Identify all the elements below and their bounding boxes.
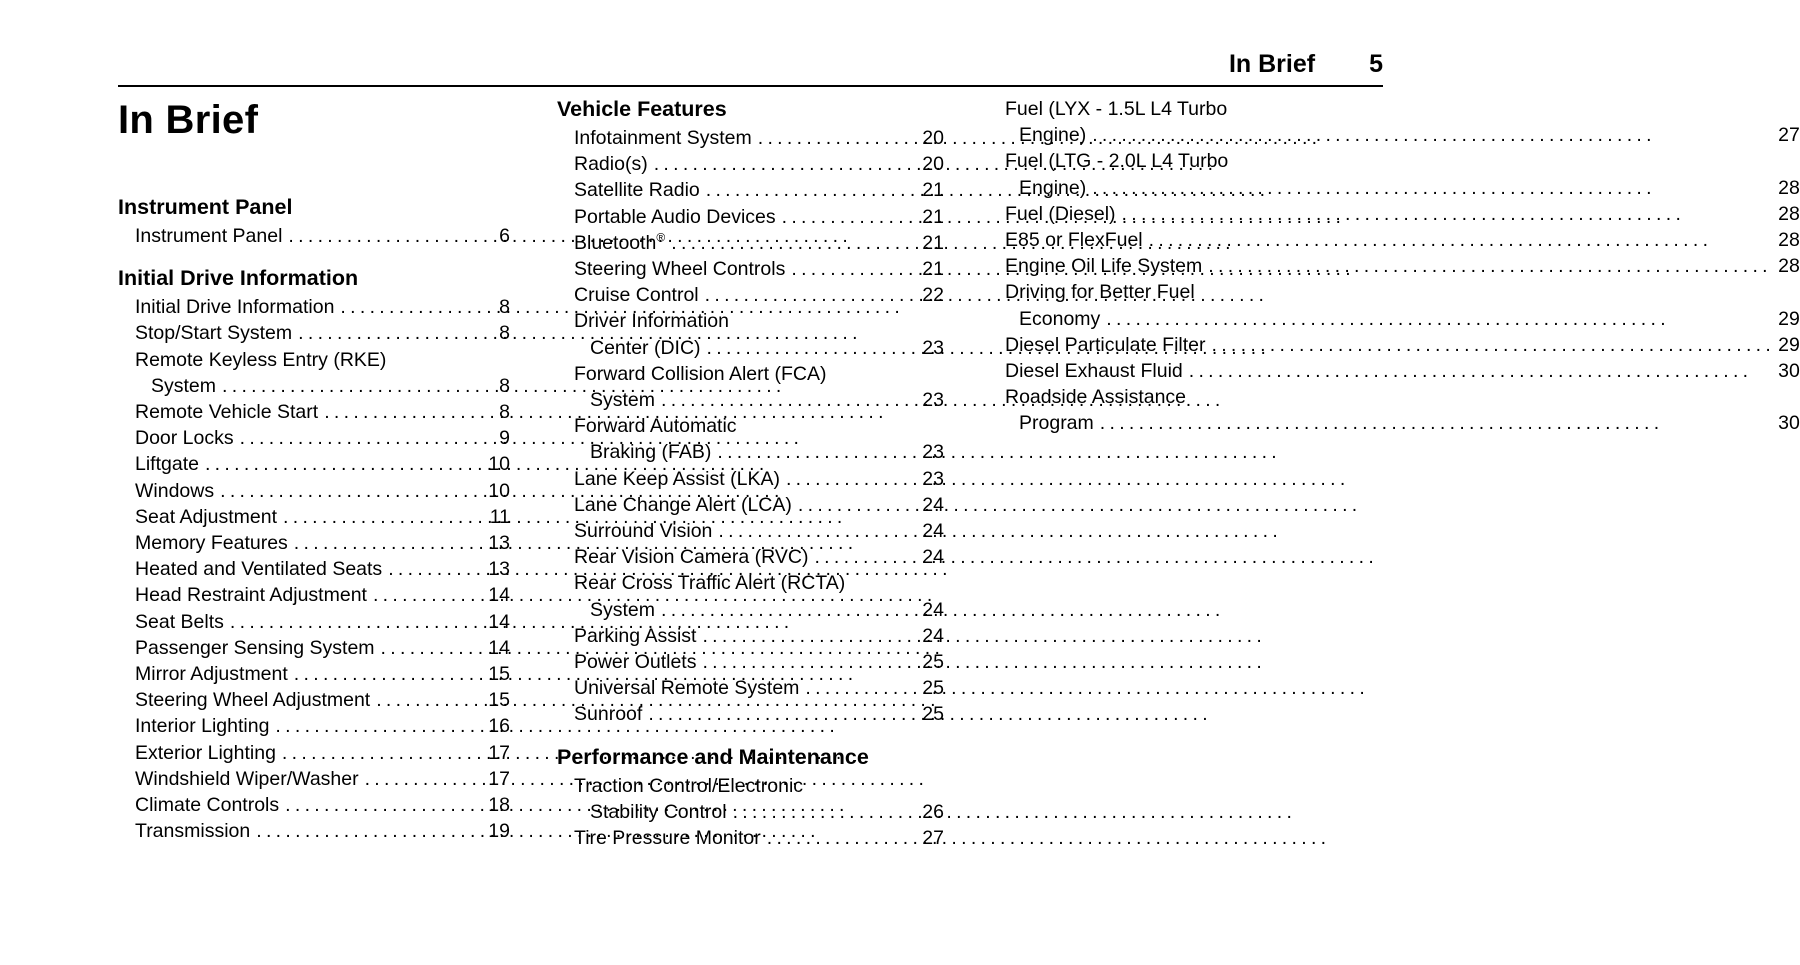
toc-entry (118, 399, 510, 425)
dot-leader (702, 649, 919, 675)
dot-leader (1106, 306, 1775, 332)
toc-page-number: 15 (488, 689, 510, 712)
dot-leader (707, 335, 920, 361)
toc-entry (557, 204, 944, 230)
toc-entry-line (118, 294, 510, 320)
toc-entry-label: Braking (FAB) (590, 441, 712, 464)
toc-entry (557, 675, 944, 701)
dot-leader (805, 675, 919, 701)
toc-entry-line (118, 818, 510, 844)
toc-page-number: 23 (922, 467, 944, 490)
toc-entry (557, 466, 944, 492)
header-rule (118, 85, 1383, 87)
toc-entry-label: Steering Wheel Controls (574, 258, 786, 281)
toc-page-number: 14 (488, 584, 510, 607)
toc-entry-label: Driving for Better Fuel (1005, 281, 1195, 304)
dot-leader (256, 818, 485, 844)
dot-leader (786, 466, 919, 492)
toc-entry-label: Program (1019, 412, 1094, 435)
toc-page-number: 6 (499, 225, 510, 247)
toc-entry-label: System (590, 389, 656, 412)
dot-leader (388, 556, 485, 582)
toc-entry (118, 818, 510, 844)
toc-entry-label: Forward Automatic (574, 415, 737, 438)
toc-entry-label: System (151, 374, 217, 397)
toc-page-number: 24 (922, 546, 944, 569)
toc-page-number: 20 (922, 127, 944, 149)
dot-leader (705, 282, 920, 308)
dot-leader (1211, 332, 1775, 358)
toc-entry-line (1005, 148, 1800, 174)
toc-page-number: 19 (488, 820, 510, 843)
toc-entry-label: Transmission (135, 820, 251, 843)
toc-entry (118, 504, 510, 530)
toc-entry-line (557, 825, 944, 851)
toc-entry-label: Satellite Radio (574, 179, 700, 202)
toc-entry-line (118, 792, 510, 818)
toc-entry-label: Forward Collision Alert (FCA) (574, 362, 827, 385)
toc-entry-line (1005, 306, 1800, 332)
toc-page-number: 26 (922, 800, 944, 823)
toc-entry-line (118, 478, 510, 504)
toc-section (118, 194, 510, 249)
toc-entry-line (557, 413, 944, 439)
toc-column-3 (968, 96, 1800, 904)
toc-entry (557, 308, 944, 360)
dot-leader (782, 204, 920, 230)
dot-leader (661, 597, 919, 623)
dot-leader (1122, 201, 1776, 227)
toc-entry-line (557, 518, 944, 544)
toc-entry-line (1005, 332, 1800, 358)
section-heading: Initial Drive Information (118, 266, 359, 291)
dot-leader (1149, 227, 1775, 253)
toc-entry-label: Center (DIC) (590, 336, 701, 359)
toc-page-number: 24 (922, 598, 944, 621)
toc-entry-line (557, 361, 944, 387)
toc-page-number: 28 (1778, 202, 1800, 225)
dot-leader (340, 294, 496, 320)
toc-entry (557, 623, 944, 649)
toc-section (118, 265, 510, 844)
toc-entry-line (1005, 122, 1800, 148)
toc-entry-line (557, 466, 944, 492)
toc-entry (118, 792, 510, 818)
toc-entry-label: E85 or FlexFuel (1005, 229, 1143, 252)
toc-entry (557, 701, 944, 727)
toc-entry-line (118, 740, 510, 766)
toc-entry (118, 478, 510, 504)
toc-entry-label: Fuel (LTG - 2.0L L4 Turbo (1005, 150, 1229, 173)
toc-entry (118, 347, 510, 399)
dot-leader (240, 425, 497, 451)
toc-entry-label: Traction Control/Electronic (574, 774, 804, 797)
toc-page-number: 25 (922, 651, 944, 674)
toc-entry-line (557, 649, 944, 675)
toc-entry-line (557, 544, 944, 570)
dot-leader (1189, 358, 1775, 384)
toc-page-number: 24 (922, 520, 944, 543)
toc-entry-line (557, 282, 944, 308)
dot-leader (702, 623, 919, 649)
dot-leader (798, 492, 919, 518)
toc-page-number: 21 (922, 231, 944, 254)
toc-page-number: 25 (922, 677, 944, 700)
toc-entry (118, 582, 510, 608)
toc-entry (118, 609, 510, 635)
dot-leader (648, 701, 919, 727)
toc-entry (557, 649, 944, 675)
toc-entry-line (557, 256, 944, 282)
toc-page-number: 29 (1778, 333, 1800, 356)
header-page-number: 5 (1369, 50, 1383, 78)
toc-page-number: 10 (488, 453, 510, 476)
toc-entry (557, 230, 944, 256)
toc-entry-label: Engine Oil Life System (1005, 255, 1203, 278)
toc-entry-label: Diesel Particulate Filter (1005, 333, 1206, 356)
dot-leader (1100, 410, 1775, 436)
dot-leader (718, 518, 919, 544)
toc-entry-line (118, 635, 510, 661)
toc-entry (557, 773, 944, 825)
toc-entry-line (118, 425, 510, 451)
toc-entry (118, 713, 510, 739)
dot-leader (285, 792, 485, 818)
toc-entry (1005, 148, 1800, 200)
toc-entry-label: System (590, 598, 656, 621)
toc-entry-line (1005, 384, 1800, 410)
toc-entry (557, 177, 944, 203)
toc-page-number: 18 (488, 794, 510, 817)
toc-entry-line (1005, 358, 1800, 384)
toc-page-number: 28 (1778, 176, 1800, 199)
toc-page-number: 21 (922, 179, 944, 202)
toc-entry-label: Fuel (LYX - 1.5L L4 Turbo (1005, 98, 1228, 120)
toc-entry-line (557, 335, 944, 361)
toc-entry-label: Head Restraint Adjustment (135, 584, 367, 607)
toc-section (557, 744, 944, 852)
toc-entry-label: Rear Vision Camera (RVC) (574, 546, 809, 569)
toc-entry (118, 425, 510, 451)
toc-column-1 (118, 96, 532, 904)
page-title: In Brief (118, 98, 259, 142)
dot-leader (654, 151, 920, 177)
toc-entry-line (118, 504, 510, 530)
toc-entry-line (118, 609, 510, 635)
toc-entry-label: Steering Wheel Adjustment (135, 689, 371, 712)
toc-entry-label: Remote Keyless Entry (RKE) (135, 348, 387, 371)
toc-entry (118, 740, 510, 766)
toc-page-number: 28 (1778, 229, 1800, 252)
toc-entry-label: Economy (1019, 307, 1101, 330)
toc-entry-line (118, 766, 510, 792)
toc-entry-label: Diesel Exhaust Fluid (1005, 360, 1183, 383)
dot-leader (205, 451, 485, 477)
toc-entry (118, 294, 510, 320)
toc-entry (1005, 358, 1800, 384)
toc-entry-line (557, 177, 944, 203)
toc-entry-label: Stop/Start System (135, 322, 293, 345)
toc-entry-label: Bluetooth® (574, 230, 666, 254)
toc-entry-label: Lane Change Alert (LCA) (574, 493, 792, 516)
toc-entry-label: Liftgate (135, 453, 199, 476)
toc-page-number: 21 (922, 205, 944, 228)
toc-page-number: 25 (922, 703, 944, 726)
header-section-title: In Brief (1228, 50, 1316, 78)
dot-leader (381, 635, 486, 661)
toc-entry-label: Passenger Sensing System (135, 636, 375, 659)
toc-entry-label: Lane Keep Assist (LKA) (574, 467, 780, 490)
toc-page-number: 23 (922, 389, 944, 412)
toc-entry-line (1005, 279, 1800, 305)
section-heading: Vehicle Features (557, 97, 727, 121)
toc-entry-line (1005, 410, 1800, 436)
toc-page-number: 10 (488, 479, 510, 502)
toc-entry (118, 635, 510, 661)
toc-section (557, 96, 944, 728)
toc-entry-label: Fuel (Diesel) (1005, 202, 1116, 225)
toc-entry-label: Driver Information (574, 310, 729, 333)
toc-entry-line (557, 492, 944, 518)
toc-entry (557, 282, 944, 308)
toc-entry-line (557, 701, 944, 727)
dot-leader (282, 740, 485, 766)
dot-leader (220, 478, 485, 504)
toc-entry-line (118, 320, 510, 346)
toc-entry-line (1005, 227, 1800, 253)
toc-page-number: 22 (922, 284, 944, 307)
toc-column-2 (532, 96, 968, 904)
dot-leader (791, 256, 919, 282)
toc-entry-line (557, 597, 944, 623)
toc-entry (118, 661, 510, 687)
toc-page-number: 14 (488, 610, 510, 633)
toc-page-number: 27 (1778, 124, 1800, 147)
toc-entry (118, 766, 510, 792)
toc-entry-line (118, 556, 510, 582)
toc-page-number: 16 (488, 715, 510, 738)
dot-leader (717, 439, 919, 465)
toc-entry-label: Windshield Wiper/Washer (135, 767, 359, 790)
toc-page-number: 11 (489, 505, 510, 528)
toc-entry (1005, 253, 1800, 279)
toc-entry-line (557, 623, 944, 649)
toc-entry (1005, 279, 1800, 331)
toc-entry-label: Universal Remote System (574, 677, 800, 700)
toc-entry-line (118, 399, 510, 425)
dot-leader (706, 177, 920, 203)
toc-entry-line (1005, 253, 1800, 279)
toc-entry-label: Rear Cross Traffic Alert (RCTA) (574, 572, 846, 595)
toc-entry-label: Power Outlets (574, 651, 697, 674)
toc-entry-line (118, 582, 510, 608)
toc-page-number: 8 (499, 401, 510, 424)
toc-entry-line (557, 308, 944, 334)
toc-entry-line (118, 373, 510, 399)
dot-leader (324, 399, 496, 425)
toc-page-number: 9 (499, 427, 510, 450)
toc-entry-label: Mirror Adjustment (135, 663, 288, 686)
dot-leader (294, 530, 486, 556)
dot-leader (814, 544, 919, 570)
dot-leader (1092, 175, 1775, 201)
toc-page-number: 14 (488, 636, 510, 659)
section-heading: Instrument Panel (118, 195, 293, 219)
toc-section (1005, 96, 1800, 437)
toc-entry-label: Instrument Panel (135, 225, 283, 247)
toc-entry-label: Surround Vision (574, 520, 713, 543)
toc-page-number: 13 (488, 558, 510, 581)
toc-entry (557, 151, 944, 177)
toc-entry-line (118, 713, 510, 739)
dot-leader (288, 223, 496, 249)
toc-entry (557, 361, 944, 413)
toc-entry (557, 825, 944, 851)
toc-page-number: 17 (488, 741, 510, 764)
toc-entry (118, 687, 510, 713)
toc-page-number: 17 (488, 767, 510, 790)
dot-leader (373, 582, 485, 608)
toc-entry-line (557, 570, 944, 596)
toc-page-number: 8 (499, 296, 510, 319)
toc-entry-label: Roadside Assistance (1005, 386, 1187, 409)
toc-entry (118, 556, 510, 582)
dot-leader (283, 504, 487, 530)
toc-entry-line (1005, 175, 1800, 201)
toc-page-number: 20 (922, 153, 944, 176)
toc-entry-label: Cruise Control (574, 284, 699, 307)
toc-entry (1005, 384, 1800, 436)
toc-entry (557, 544, 944, 570)
toc-page-number: 24 (922, 493, 944, 516)
toc-entry-line (557, 151, 944, 177)
toc-entry-label: Climate Controls (135, 794, 280, 817)
toc-entry-label: Seat Belts (135, 610, 224, 633)
toc-page-number: 30 (1778, 360, 1800, 383)
toc-page-number: 8 (499, 322, 510, 345)
toc-page-number: 8 (499, 374, 510, 397)
dot-leader (294, 661, 486, 687)
toc-entry-label: Memory Features (135, 532, 288, 555)
dot-leader (767, 825, 920, 851)
toc-entry (557, 518, 944, 544)
toc-page-number: 29 (1778, 307, 1800, 330)
page-header (118, 50, 1383, 79)
toc-entry (1005, 201, 1800, 227)
toc-page-number: 23 (922, 441, 944, 464)
toc-entry-line (557, 799, 944, 825)
toc-entry-label: Engine) (1019, 176, 1087, 199)
dot-leader (230, 609, 485, 635)
toc-entry-label: Windows (135, 479, 215, 502)
toc-page-number: 21 (922, 258, 944, 281)
toc-entry-label: Parking Assist (574, 624, 697, 647)
toc-entry (1005, 96, 1800, 148)
toc-entry-line (557, 439, 944, 465)
toc-entry (1005, 227, 1800, 253)
toc-entry (557, 125, 944, 151)
toc-entry (557, 570, 944, 622)
toc-entry-line (557, 230, 944, 256)
toc-entry-line (557, 387, 944, 413)
toc-entry-line (118, 451, 510, 477)
toc-entry (118, 530, 510, 556)
toc-entry (557, 256, 944, 282)
toc-entry-label: Interior Lighting (135, 715, 270, 738)
toc-entry-label: Radio(s) (574, 153, 648, 176)
toc-entry (557, 413, 944, 465)
dot-leader (661, 387, 919, 413)
dot-leader (1092, 122, 1775, 148)
toc-entry (1005, 332, 1800, 358)
toc-page-number: 13 (488, 532, 510, 555)
toc-entry-label: Tire Pressure Monitor (574, 827, 761, 850)
toc-entry-line (118, 687, 510, 713)
dot-leader (733, 799, 920, 825)
toc-page-number: 27 (922, 827, 944, 850)
dot-leader (275, 713, 485, 739)
toc-entry-line (118, 661, 510, 687)
toc-entry-label: Seat Adjustment (135, 505, 278, 528)
dot-leader (758, 125, 920, 151)
toc-entry-line (557, 204, 944, 230)
toc-entry-label: Door Locks (135, 427, 234, 450)
toc-columns (118, 96, 1800, 904)
toc-entry (557, 492, 944, 518)
registered-trademark-symbol: ® (656, 230, 666, 245)
toc-page-number: 24 (922, 624, 944, 647)
dot-leader (671, 230, 919, 256)
toc-entry-line (557, 773, 944, 799)
toc-page-number: 30 (1778, 412, 1800, 435)
dot-leader (222, 373, 496, 399)
toc-entry-label: Sunroof (574, 703, 643, 726)
toc-entry-label: Portable Audio Devices (574, 205, 776, 228)
dot-leader (1208, 253, 1775, 279)
dot-leader (376, 687, 485, 713)
dot-leader (298, 320, 496, 346)
toc-entry-line (557, 125, 944, 151)
toc-entry-label: Remote Vehicle Start (135, 401, 319, 424)
toc-entry-line (557, 675, 944, 701)
toc-page-number: 23 (922, 336, 944, 359)
toc-entry-line (1005, 96, 1800, 122)
toc-entry-label: Exterior Lighting (135, 741, 276, 764)
toc-entry (118, 451, 510, 477)
toc-entry-line (118, 530, 510, 556)
toc-entry-label: Engine) (1019, 124, 1087, 147)
toc-entry-line (118, 223, 510, 249)
toc-entry-label: Heated and Ventilated Seats (135, 558, 383, 581)
toc-entry-label: Initial Drive Information (135, 296, 335, 319)
toc-entry (118, 320, 510, 346)
section-heading: Performance and Maintenance (557, 744, 869, 769)
toc-entry (118, 223, 510, 249)
toc-page-number: 28 (1778, 255, 1800, 278)
toc-page-number: 15 (488, 663, 510, 686)
toc-entry-label: Infotainment System (574, 127, 752, 149)
toc-entry-line (118, 347, 510, 373)
toc-entry-label: Stability Control (590, 800, 727, 823)
toc-entry-line (1005, 201, 1800, 227)
dot-leader (365, 766, 486, 792)
